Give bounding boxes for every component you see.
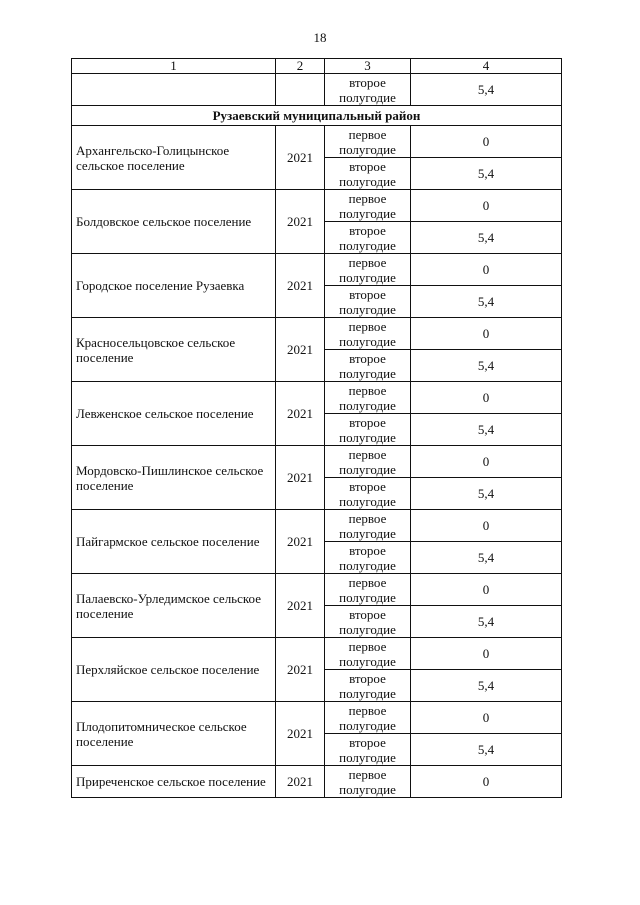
period-cell: первое полугодие (325, 574, 411, 606)
value-cell: 5,4 (411, 350, 562, 382)
period-cell: первое полугодие (325, 638, 411, 670)
year-cell: 2021 (276, 318, 325, 382)
period-cell: второе полугодие (325, 606, 411, 638)
year-cell: 2021 (276, 190, 325, 254)
period-cell: второе полугодие (325, 350, 411, 382)
period-cell: первое полугодие (325, 126, 411, 158)
table-row (72, 702, 562, 734)
value-cell: 0 (411, 510, 562, 542)
value-cell: 0 (411, 254, 562, 286)
carryover-row (72, 74, 562, 106)
period-cell: первое полугодие (325, 382, 411, 414)
year-cell: 2021 (276, 510, 325, 574)
header-col-2: 2 (276, 59, 325, 74)
year-cell: 2021 (276, 446, 325, 510)
header-col-3: 3 (325, 59, 411, 74)
settlement-name: Левженское сельское поселение (72, 382, 276, 446)
section-row (72, 106, 562, 126)
period-cell: второе полугодие (325, 158, 411, 190)
year-cell: 2021 (276, 766, 325, 798)
year-cell: 2021 (276, 254, 325, 318)
carryover-name-cell (72, 74, 276, 106)
table-row (72, 446, 562, 478)
table-row (72, 638, 562, 670)
settlement-name: Мордовско-Пишлинское сельское поселение (72, 446, 276, 510)
value-cell: 0 (411, 318, 562, 350)
table-row (72, 574, 562, 606)
value-cell: 5,4 (411, 74, 562, 106)
period-cell: второе полугодие (325, 670, 411, 702)
settlement-name: Плодопитомническое сельское поселение (72, 702, 276, 766)
year-cell: 2021 (276, 126, 325, 190)
table-row (72, 190, 562, 222)
settlement-name: Перхляйское сельское поселение (72, 638, 276, 702)
value-cell: 5,4 (411, 222, 562, 254)
value-cell: 0 (411, 766, 562, 798)
settlement-name: Городское поселение Рузаевка (72, 254, 276, 318)
section-title: Рузаевский муниципальный район (72, 106, 562, 126)
table-row (72, 766, 562, 798)
settlement-name: Архангельско-Голицынское сельское поселение (72, 126, 276, 190)
period-cell: второе полугодие (325, 414, 411, 446)
year-cell: 2021 (276, 382, 325, 446)
period-cell: первое полугодие (325, 318, 411, 350)
value-cell: 0 (411, 382, 562, 414)
settlement-name: Пайгармское сельское поселение (72, 510, 276, 574)
value-cell: 5,4 (411, 478, 562, 510)
table-row (72, 382, 562, 414)
value-cell: 0 (411, 126, 562, 158)
value-cell: 5,4 (411, 286, 562, 318)
period-cell: первое полугодие (325, 254, 411, 286)
value-cell: 0 (411, 702, 562, 734)
carryover-year-cell (276, 74, 325, 106)
value-cell: 5,4 (411, 606, 562, 638)
period-cell: второе полугодие (325, 222, 411, 254)
page-number: 18 (313, 30, 327, 45)
table-row (72, 510, 562, 542)
settlement-name: Болдовское сельское поселение (72, 190, 276, 254)
period-cell: второе полугодие (325, 286, 411, 318)
value-cell: 0 (411, 446, 562, 478)
period-cell: первое полугодие (325, 702, 411, 734)
value-cell: 5,4 (411, 158, 562, 190)
header-col-4: 4 (411, 59, 562, 74)
period-cell: первое полугодие (325, 190, 411, 222)
year-cell: 2021 (276, 574, 325, 638)
table-row (72, 254, 562, 286)
settlement-name: Красносельцовское сельское поселение (72, 318, 276, 382)
settlement-name: Приреченское сельское поселение (72, 766, 276, 798)
settlement-name: Палаевско-Урледимское сельское поселение (72, 574, 276, 638)
period-cell: первое полугодие (325, 766, 411, 798)
value-cell: 0 (411, 190, 562, 222)
period-cell: второе полугодие (325, 542, 411, 574)
period-cell: первое полугодие (325, 510, 411, 542)
value-cell: 5,4 (411, 734, 562, 766)
value-cell: 0 (411, 574, 562, 606)
data-table (71, 58, 562, 798)
table-row (72, 318, 562, 350)
value-cell: 0 (411, 638, 562, 670)
period-cell: первое полугодие (325, 446, 411, 478)
period-cell: второе полугодие (325, 734, 411, 766)
value-cell: 5,4 (411, 670, 562, 702)
period-cell: второе полугодие (325, 74, 411, 106)
period-cell: второе полугодие (325, 478, 411, 510)
year-cell: 2021 (276, 702, 325, 766)
value-cell: 5,4 (411, 542, 562, 574)
table-row (72, 126, 562, 158)
header-col-1: 1 (72, 59, 276, 74)
value-cell: 5,4 (411, 414, 562, 446)
year-cell: 2021 (276, 638, 325, 702)
header-row (72, 59, 562, 74)
